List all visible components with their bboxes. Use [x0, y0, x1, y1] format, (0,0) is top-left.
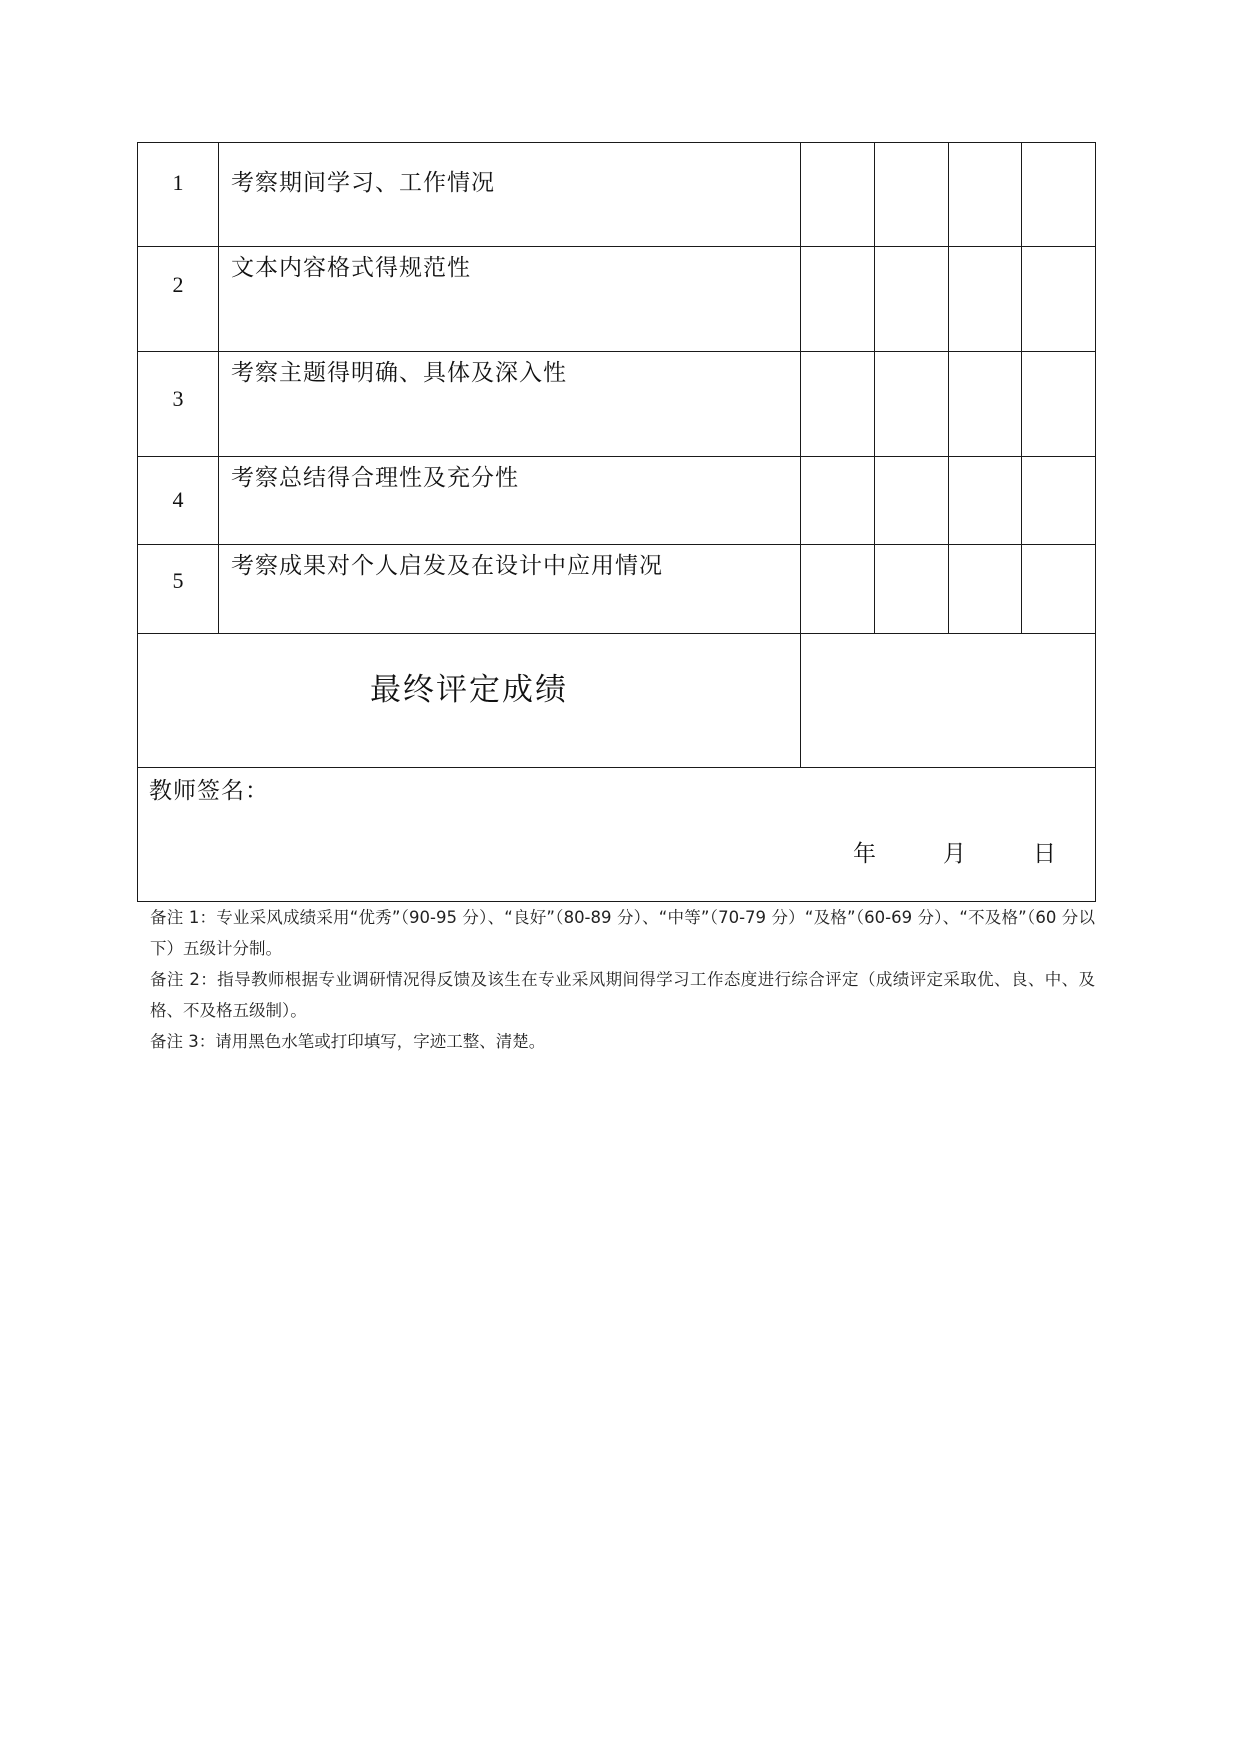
item-number-cell — [138, 247, 219, 352]
score-cell[interactable] — [1022, 457, 1096, 545]
item-label: 考察期间学习、工作情况 — [231, 170, 495, 196]
score-cell[interactable] — [801, 352, 875, 457]
table-row — [138, 352, 1096, 457]
score-cell[interactable] — [949, 545, 1022, 634]
score-cell[interactable] — [801, 247, 875, 352]
table-row — [138, 457, 1096, 545]
teacher-signature-label: 教师签名： — [149, 778, 269, 804]
month-label: 月 — [943, 841, 966, 867]
final-grade-row — [138, 634, 1096, 768]
item-number: 4 — [172, 486, 184, 512]
score-cell[interactable] — [949, 247, 1022, 352]
final-grade-label: 最终评定成绩 — [370, 672, 568, 708]
item-label: 文本内容格式得规范性 — [231, 255, 471, 281]
table-row — [138, 545, 1096, 634]
item-number: 2 — [172, 272, 184, 297]
score-cell[interactable] — [1022, 352, 1096, 457]
year-label: 年 — [853, 841, 876, 867]
item-number: 3 — [172, 386, 184, 411]
table-row — [138, 143, 1096, 247]
score-cell[interactable] — [949, 457, 1022, 545]
score-cell[interactable] — [875, 352, 949, 457]
note-1: 备注 1：专业采风成绩采用“优秀”（90-95 分）、“良好”（80-89 分）、“中等”（70-79 分）“及格”（60-69 分）、“不及格”（60 分以下）五级计分制。 — [150, 908, 1095, 958]
score-cell[interactable] — [875, 545, 949, 634]
signature-row — [138, 768, 1096, 902]
item-number: 1 — [172, 169, 184, 195]
item-number-cell — [138, 457, 219, 545]
item-number-cell — [138, 545, 219, 634]
item-label-cell — [219, 247, 801, 352]
item-label: 考察成果对个人启发及在设计中应用情况 — [231, 553, 663, 579]
notes-section — [150, 902, 1095, 1057]
score-cell[interactable] — [801, 457, 875, 545]
score-cell[interactable] — [801, 143, 875, 247]
table-row — [138, 247, 1096, 352]
score-cell[interactable] — [875, 143, 949, 247]
item-label: 考察主题得明确、具体及深入性 — [231, 360, 567, 386]
score-cell[interactable] — [1022, 545, 1096, 634]
item-label-cell — [219, 352, 801, 457]
evaluation-table — [137, 142, 1096, 902]
final-grade-label-cell — [138, 634, 801, 768]
item-number-cell — [138, 352, 219, 457]
item-label-cell — [219, 457, 801, 545]
score-cell[interactable] — [801, 545, 875, 634]
final-grade-value-cell[interactable] — [801, 634, 1096, 768]
item-label-cell — [219, 545, 801, 634]
score-cell[interactable] — [1022, 247, 1096, 352]
item-number: 5 — [172, 568, 184, 593]
note-2: 备注 2：指导教师根据专业调研情况得反馈及该生在专业采风期间得学习工作态度进行综合评定（成绩评定采取优、良、中、及格、不及格五级制）。 — [150, 970, 1095, 1020]
score-cell[interactable] — [949, 143, 1022, 247]
signature-cell[interactable] — [138, 768, 1096, 902]
day-label: 日 — [1033, 841, 1056, 867]
note-3: 备注 3：请用黑色水笔或打印填写，字迹工整、清楚。 — [150, 1032, 546, 1051]
score-cell[interactable] — [875, 247, 949, 352]
score-cell[interactable] — [949, 352, 1022, 457]
item-number-cell — [138, 143, 219, 247]
item-label-cell — [219, 143, 801, 247]
item-label: 考察总结得合理性及充分性 — [231, 465, 519, 491]
score-cell[interactable] — [1022, 143, 1096, 247]
score-cell[interactable] — [875, 457, 949, 545]
